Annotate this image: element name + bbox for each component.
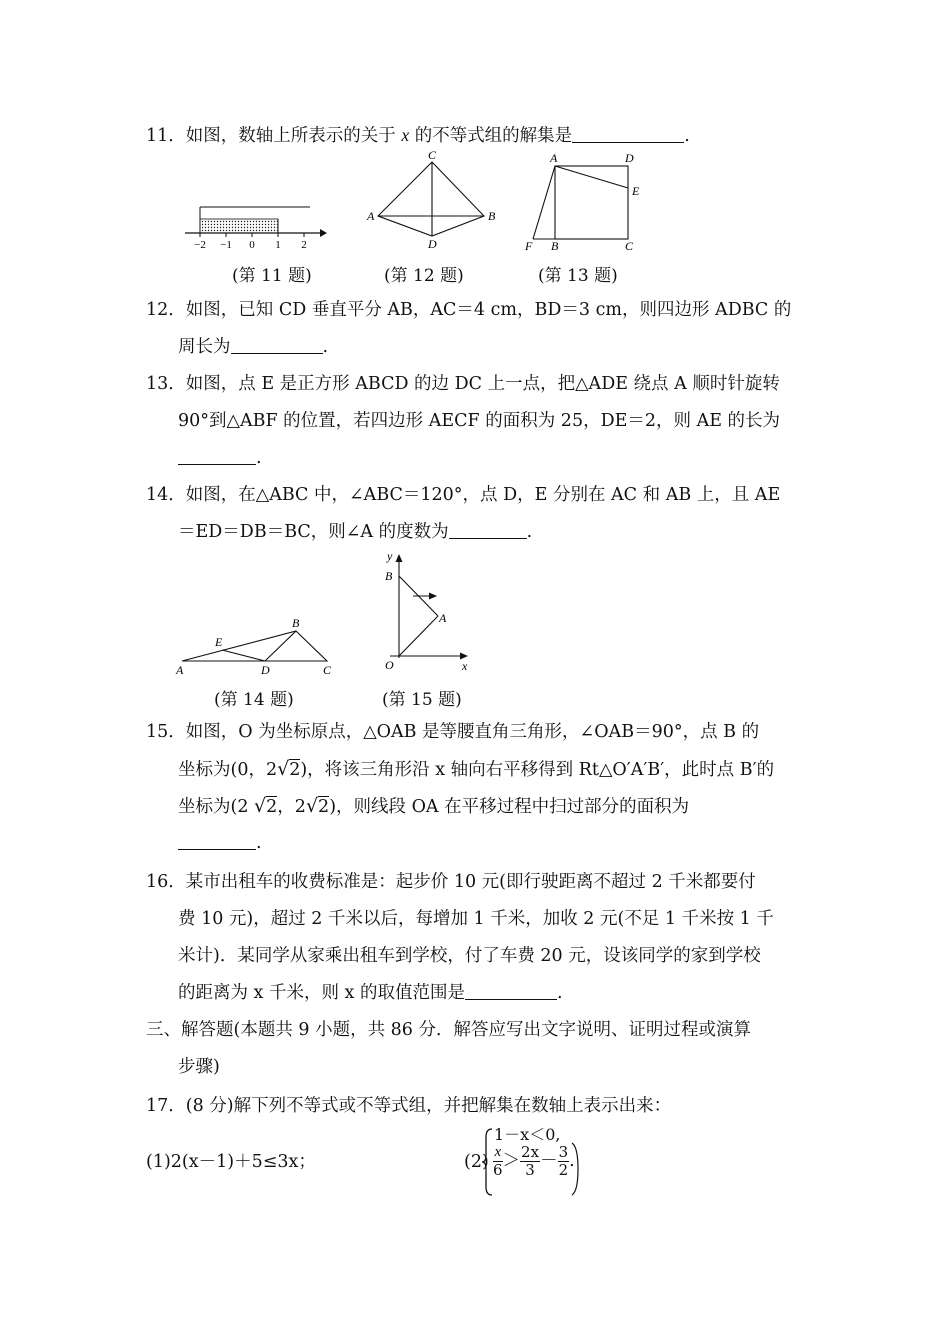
q16-line3: [178, 944, 761, 968]
section3-text-line1: 三、解答题(本题共 9 小题，共 86 分．解答应写出文字说明、证明过程或演算: [146, 1020, 751, 1040]
q15-text-line3c: )，则线段 OA 在平移过程中扫过部分的面积为: [329, 797, 690, 817]
q17-frac-num: 3: [558, 1143, 569, 1161]
fig15-label-o: O: [385, 658, 394, 672]
sqrt-icon: √: [277, 758, 290, 780]
q11-line: [146, 123, 690, 148]
q17-minus-sign: －: [540, 1151, 558, 1171]
q16-answer-blank[interactable]: [465, 981, 557, 1000]
q15-sqrt-radicand: 2: [289, 760, 301, 780]
q13-line1: [146, 372, 780, 396]
fig15-label-b: B: [385, 569, 393, 583]
fig13-caption: (第 13 题): [538, 266, 618, 286]
q13-line3: [178, 446, 262, 470]
fig12-label-c: C: [428, 148, 437, 162]
q13-number: 13．: [146, 374, 186, 394]
fig11-tick-label: −1: [220, 239, 232, 251]
fig12-quadrilateral: [378, 162, 484, 236]
q16-number: 16．: [146, 872, 186, 892]
q15-text-line2a: 坐标为(0，2: [178, 760, 278, 780]
q17-line: [146, 1094, 671, 1118]
q15-number: 15．: [146, 722, 186, 742]
q11-number: 11．: [146, 126, 186, 146]
q17-part2-label: (2): [464, 1152, 489, 1172]
fig13-label-c: C: [625, 239, 634, 253]
q17-fraction-3-over-2: [558, 1144, 570, 1179]
q14-answer-blank[interactable]: [449, 520, 527, 539]
fig11-shaded-region: [200, 219, 278, 233]
q16-end: .: [557, 983, 563, 1003]
q15-sqrt-radicand: 2: [318, 797, 330, 817]
q12-line2: [178, 335, 328, 359]
fig14-label-e: E: [215, 635, 223, 649]
q15-line3: [178, 794, 689, 819]
q17-period: .: [569, 1151, 575, 1171]
q17-frac-num: x: [494, 1144, 502, 1160]
fig12-label-b: B: [488, 209, 496, 223]
fig13-segment-af: [533, 166, 555, 239]
q17-frac-den: 2: [558, 1161, 569, 1179]
q13-text-line1: 如图，点 E 是正方形 ABCD 的边 DC 上一点，把△ADE 绕点 A 顺时针旋转: [185, 374, 780, 394]
q17-part2-row1: 1－x＜0,: [494, 1125, 561, 1144]
q12-text-line2: 周长为: [178, 337, 231, 357]
fig13-label-e: E: [632, 184, 640, 198]
q12-text-line1: 如图，已知 CD 垂直平分 AB，AC＝4 cm，BD＝3 cm，则四边形 ADBC 的: [185, 300, 792, 320]
fig14-label-b: B: [292, 616, 300, 630]
fig15-label-a: A: [439, 611, 447, 625]
q17-fraction-2x-over-3: [520, 1144, 540, 1179]
fig14-caption: (第 14 题): [214, 690, 294, 710]
fig13-label-b: B: [551, 239, 559, 253]
q15-answer-blank[interactable]: [178, 831, 256, 850]
fig15-caption: (第 15 题): [382, 690, 462, 710]
q13-text-line2: 90°到△ABF 的位置，若四边形 AECF 的面积为 25，DE＝2，则 AE 的长为: [178, 411, 781, 431]
fig12-label-a: A: [367, 209, 375, 223]
fig13-label-d: D: [625, 151, 634, 165]
q12-line1: [146, 298, 791, 322]
q17-text: (8 分)解下列不等式或不等式组，并把解集在数轴上表示出来：: [185, 1096, 672, 1116]
q11-var: x: [401, 125, 410, 145]
q12-answer-blank[interactable]: [231, 335, 323, 354]
q15-text-line1: 如图，O 为坐标原点，△OAB 是等腰直角三角形，∠OAB＝90°，点 B 的: [185, 722, 760, 742]
q14-number: 14．: [146, 485, 186, 505]
q16-line1: [146, 870, 756, 894]
q17-fraction-x-over-6: [493, 1144, 503, 1179]
fig11-tick-label: 1: [275, 239, 281, 251]
fig13-label-f: F: [525, 239, 533, 253]
q17-part2-row2: [493, 1144, 575, 1200]
q17-part1-expression: (1)2(x－1)＋5≤3x；: [146, 1152, 316, 1172]
q15-line2: [178, 757, 774, 782]
fig12-caption: (第 12 题): [384, 266, 464, 286]
q17-part1: [146, 1150, 316, 1174]
fig11-axis-arrow: [320, 229, 327, 237]
q13-end: .: [256, 448, 262, 468]
q15-line4: [178, 831, 262, 855]
q17-gt-sign: ＞: [502, 1151, 521, 1171]
q13-answer-blank[interactable]: [178, 446, 256, 465]
q12-end: .: [322, 337, 329, 357]
q16-text-line1: 某市出租车的收费标准是：起步价 10 元(即行驶距离不超过 2 千米都要付: [185, 872, 756, 892]
fig14-label-c: C: [323, 663, 332, 677]
q16-text-line2: 费 10 元)，超过 2 千米以后，每增加 1 千米，加收 2 元(不足 1 千米按 1 千: [178, 909, 774, 929]
q11-text-b: 的不等式组的解集是: [409, 126, 573, 146]
q16-line4: [178, 981, 563, 1005]
q15-end: .: [256, 833, 262, 853]
fig12-label-d: D: [428, 237, 437, 251]
fig13-segment-ae: [555, 166, 628, 188]
q11-end: .: [684, 126, 690, 146]
fig11-caption: (第 11 题): [232, 266, 312, 286]
q14-text-line1: 如图，在△ABC 中，∠ABC＝120°，点 D，E 分别在 AC 和 AB 上，且 AE: [185, 485, 781, 505]
q15-sqrt-radicand: 2: [266, 797, 278, 817]
q14-line2: [178, 520, 532, 544]
q14-line1: [146, 483, 780, 507]
q15-line1: [146, 720, 759, 744]
fig12-kite: [362, 148, 502, 254]
q17-frac-den: 6: [493, 1161, 503, 1179]
sqrt-icon: √: [254, 795, 267, 817]
fig15-label-y: y: [387, 549, 393, 563]
q15-text-line3b: ，2: [277, 797, 306, 817]
fig11-tick-label: 0: [249, 239, 255, 251]
q11-answer-blank[interactable]: [572, 124, 684, 143]
fig15-segment-ao: [399, 616, 438, 656]
q11-text-a: 如图，数轴上所表示的关于: [185, 126, 402, 146]
q16-text-line3: 米计)．某同学从家乘出租车到学校，付了车费 20 元，设该同学的家到学校: [178, 946, 761, 966]
fig14-label-d: D: [261, 663, 270, 677]
q17-right-paren-icon: [570, 1141, 580, 1197]
q13-line2: [178, 409, 780, 433]
fig15-y-arrow: [396, 554, 403, 562]
fig11-number-line: [180, 196, 330, 254]
section3-heading: [146, 1018, 751, 1042]
q16-text-line4: 的距离为 x 千米，则 x 的取值范围是: [178, 983, 465, 1003]
q15-text-line3a: 坐标为(2: [178, 797, 249, 817]
section3-text-line2: 步骤): [178, 1057, 220, 1077]
fig13-square: [518, 150, 648, 254]
q17-frac-num: 2x: [521, 1143, 540, 1161]
fig14-triangle: [172, 614, 342, 680]
q17-number: 17．: [146, 1096, 186, 1116]
fig15-label-x: x: [462, 659, 468, 673]
fig11-tick-label: −2: [194, 239, 206, 251]
fig15-coordinate: [376, 546, 476, 674]
section3-heading-cont: [178, 1055, 220, 1079]
q16-line2: [178, 907, 774, 931]
q15-text-line2b: )，将该三角形沿 x 轴向右平移得到 Rt△O′A′B′，此时点 B′的: [300, 760, 775, 780]
fig14-segment-ed: [222, 650, 265, 661]
sqrt-icon: √: [305, 795, 319, 817]
fig14-label-a: A: [176, 663, 184, 677]
q12-number: 12．: [146, 300, 186, 320]
q17-frac-den: 3: [525, 1161, 535, 1179]
q14-text-line2: ＝ED＝DB＝BC，则∠A 的度数为: [178, 522, 449, 542]
fig15-translate-arrowhead: [429, 593, 437, 600]
fig14-triangle-abc: [182, 631, 327, 661]
q14-end: .: [526, 522, 533, 542]
fig11-tick-label: 2: [301, 239, 307, 251]
fig13-label-a: A: [550, 151, 558, 165]
